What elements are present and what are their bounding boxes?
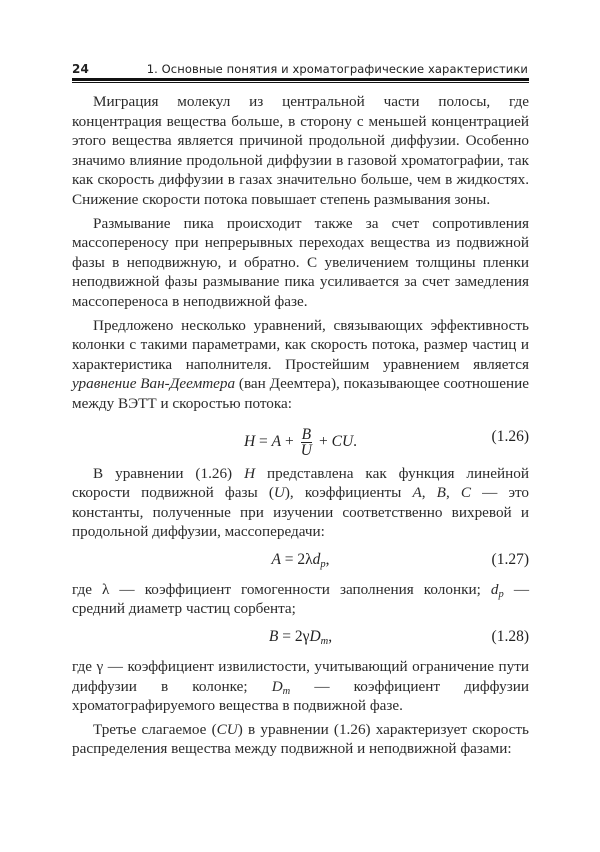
equation-expression: H = A + $\frac{B}{U}$ + CU. — [243, 425, 358, 459]
body-text — [72, 92, 529, 759]
paragraph-lambda-definition: где λ — коэффициент гомогенности заполнения колонки; $d_p$ — средний диаметр частиц сорбента; — [72, 580, 530, 618]
paragraph-third-term: Третье слагаемое (CU) в уравнении (1.26) характеризует скорость распределения вещества между подвижной и неподвижной фазами: — [72, 720, 529, 758]
equation-expression: $A = 2\lambda d_p$, — [271, 550, 330, 570]
equation-1-27 — [72, 546, 529, 576]
header-rule-thick — [72, 78, 529, 81]
equation-number: (1.28) — [491, 628, 529, 646]
equation-expression: $B = 2\gamma D_m$, — [268, 628, 333, 648]
paragraph-van-deemter-intro: Предложено несколько уравнений, связывающих эффективность колонки с такими параметрами, как скорость потока, размер частиц и характеристика наполнителя. Простейшим уравнением является уравнение Ван-Деемтера (ван Деемтера), показывающее соотношение между ВЭТТ и скоростью потока: — [72, 316, 529, 412]
chapter-title: 1. Основные понятия и хроматографические характеристики — [146, 62, 528, 76]
paragraph-longitudinal-diffusion: Миграция молекул из центральной части полосы, где концентрация вещества больше, в сторону с меньшей концентрацией этого вещества является причиной продольной диффузии. Особенно значимо влияние продольной диффузии в газовой хроматографии, так как скорость диффузии в газах значительно больше, чем в жидкостях. Снижение скорости потока повышает степень размывания зоны. — [72, 93, 529, 208]
fraction-b-over-u: $\frac{B}{U}$ — [300, 425, 312, 459]
term-van-deemter: уравнение Ван-Деемтера — [72, 375, 236, 393]
running-head — [72, 58, 528, 76]
page-number: 24 — [72, 62, 89, 76]
paragraph-equation-explanation: В уравнении (1.26) H представлена как функция линейной скорости подвижной фазы (U), коэффициенты A, B, C — это константы, полученные при изучении соответственно вихревой и продольной диффузии, массопередачи: — [72, 464, 529, 541]
equation-number: (1.27) — [491, 550, 529, 568]
equation-1-28 — [72, 623, 529, 653]
header-rule-thin — [72, 82, 529, 83]
equation-number: (1.26) — [491, 427, 529, 445]
paragraph-gamma-definition: где γ — коэффициент извилистости, учитывающий ограничение пути диффузии в колонке; $D_m$ — коэффициент диффузии хроматографируемого вещества в подвижной фазе. — [72, 658, 529, 715]
paragraph-mass-transfer: Размывание пика происходит также за счет сопротивления массопереносу при непрерывных переходах вещества из подвижной фазы в неподвижную, и обратно. С увеличением толщины пленки неподвижной фазы размывание пика усиливается за счет замедления массопереноса в неподвижной фазе. — [72, 214, 529, 310]
equation-1-26 — [72, 420, 529, 458]
